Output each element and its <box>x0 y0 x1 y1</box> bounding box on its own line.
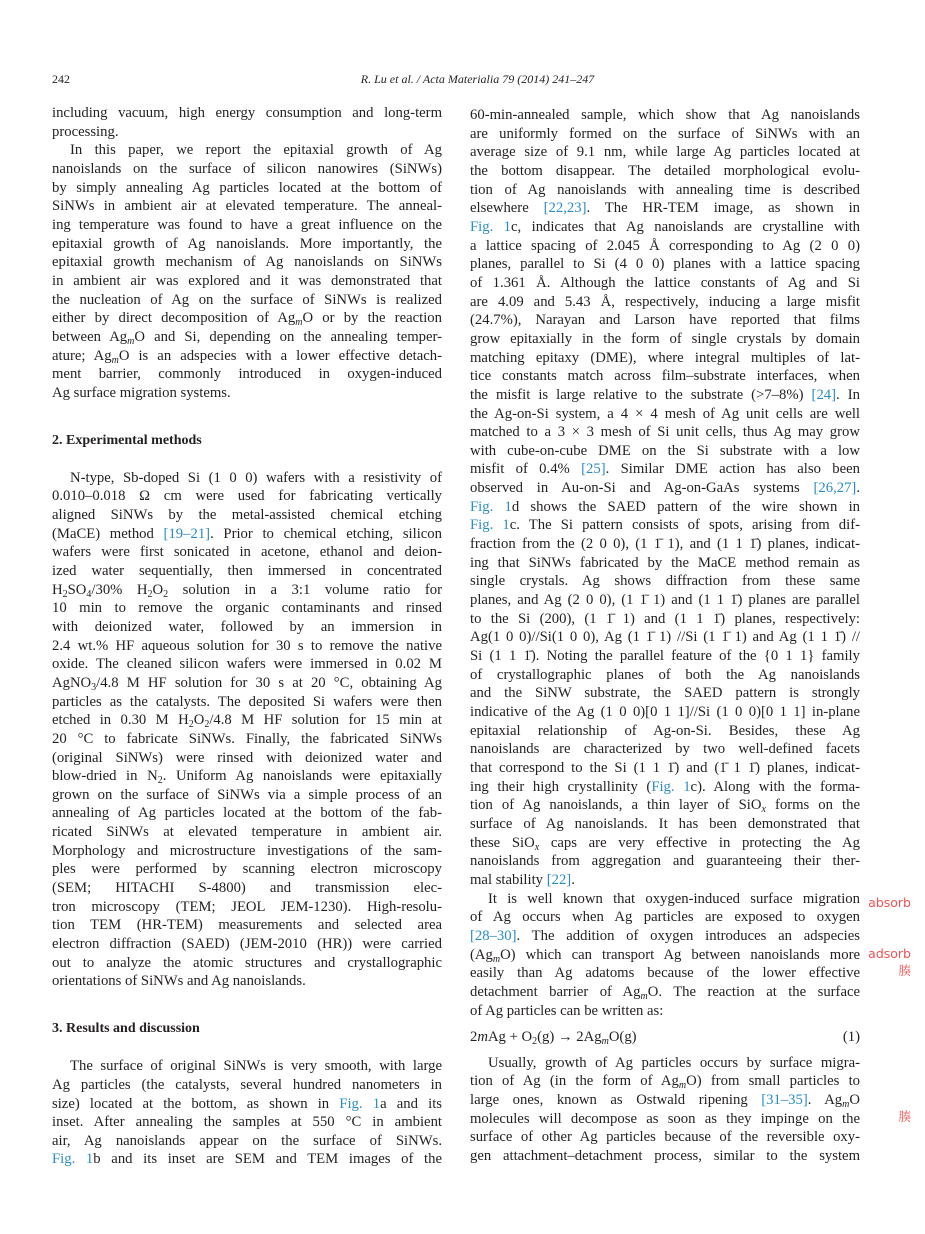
text-line <box>470 1128 860 1147</box>
text-run: matching epitaxy (DME), where integral multiples of lat- <box>470 349 860 366</box>
margin-annotation: adsorb <box>868 946 911 961</box>
text-run: orientations of SiNWs and Ag nanoislands. <box>52 973 306 990</box>
text-line <box>52 599 442 618</box>
text-run: (MaCE) method <box>52 525 164 542</box>
text-line <box>470 796 860 815</box>
text-run: SO <box>67 581 87 598</box>
text-run: O <box>152 581 164 598</box>
text-line <box>52 253 442 272</box>
equation-expression <box>470 1028 637 1047</box>
text-run: ricated SiNWs at elevated temperature in ambient air. <box>52 824 442 841</box>
paragraph <box>52 469 442 991</box>
subscript: m <box>601 1035 609 1047</box>
text-run: in ambient air was explored and it was demonstrated that <box>52 272 442 289</box>
text-line <box>470 890 860 909</box>
text-run: ment barrier, commonly introduced in oxygen-induced <box>52 366 442 383</box>
text-line <box>470 349 860 368</box>
text-run: tion TEM (HR-TEM) measurements and selected area <box>52 917 442 934</box>
text-line <box>470 237 860 256</box>
text-line <box>52 898 442 917</box>
text-run: . The HR-TEM image, as shown in <box>586 200 860 217</box>
page-number: 242 <box>52 72 70 86</box>
text-run: large ones, known as Ostwald ripening <box>470 1092 762 1109</box>
left-column <box>52 104 442 1169</box>
text-line <box>470 1110 860 1129</box>
paragraph <box>470 106 860 890</box>
text-run: (g) → 2Ag <box>537 1028 602 1045</box>
text-run: observed in Au-on-Si and Ag-on-GaAs systems <box>470 480 814 497</box>
text-run: O(g) <box>608 1028 637 1045</box>
equation-number: (1) <box>842 1028 860 1045</box>
text-run: . The addition of oxygen introduces an adspecies <box>516 927 860 944</box>
text-run: O) which can transport Ag between nanoislands more <box>500 946 860 963</box>
reference-link[interactable]: [31–35] <box>761 1092 808 1109</box>
text-run: ing that SiNWs fabricated by the MaCE method remain as <box>470 554 860 571</box>
text-run: of Ag occurs when Ag particles are exposed to oxygen <box>470 909 860 926</box>
margin-annotation: absorb <box>868 895 911 910</box>
text-line <box>470 591 860 610</box>
text-line <box>470 703 860 722</box>
text-line <box>52 935 442 954</box>
text-line <box>52 1076 442 1095</box>
text-run: these SiO <box>470 834 535 851</box>
text-line <box>52 525 442 544</box>
text-line <box>470 516 860 535</box>
text-run: (SEM; HITACHI S-4800) and transmission elec- <box>52 880 442 897</box>
reference-link[interactable]: [22,23] <box>543 200 587 217</box>
text-run: nanoislands from aggregation and guaranteeing their ther- <box>470 853 860 870</box>
text-run: of crystallographic planes of both the Ag nanoislands <box>470 666 860 683</box>
text-line <box>52 309 442 328</box>
text-line <box>52 655 442 674</box>
text-run: The surface of original SiNWs is very smooth, with large <box>70 1058 442 1075</box>
text-line <box>470 498 860 517</box>
text-run: out to analyze the atomic structures and crystallographic <box>52 954 442 971</box>
text-line <box>52 1150 442 1169</box>
text-run: . <box>571 871 575 888</box>
subscript: m <box>111 354 119 366</box>
text-line <box>470 572 860 591</box>
text-run: grow epitaxially in the form of single crystals by domain <box>470 330 860 347</box>
reference-link[interactable]: Fig. 1 <box>339 1095 381 1112</box>
paragraph <box>470 1054 860 1166</box>
text-line <box>52 487 442 506</box>
text-line <box>52 786 442 805</box>
text-run: O is an adspecies with a lower effective detach- <box>118 347 442 364</box>
reference-link[interactable]: Fig. 1 <box>470 517 510 534</box>
text-run: detachment barrier of Ag <box>470 983 641 1000</box>
subscript: 2 <box>532 1035 538 1047</box>
running-title: R. Lu et al. / Acta Materialia 79 (2014) 241–247 <box>360 72 595 86</box>
subscript: m <box>295 317 303 329</box>
text-line <box>52 160 442 179</box>
text-run: gen attachment–detachment process, similar to the system <box>470 1148 860 1165</box>
text-line <box>470 946 860 965</box>
text-line <box>470 610 860 629</box>
text-line <box>470 554 860 573</box>
text-line <box>52 674 442 693</box>
text-run: nanoislands on the surface of silicon nanowires (SiNWs) <box>52 160 442 177</box>
text-run: 2 <box>470 1028 478 1045</box>
text-line <box>470 927 860 946</box>
text-run: ing temperature was found to have a great influence on the <box>52 216 442 233</box>
section-heading: 2. Experimental methods <box>52 432 202 448</box>
text-run: between Ag <box>52 328 128 345</box>
subscript: 2 <box>147 588 153 600</box>
text-run: planes, parallel to Si (4 0 0) planes with a lattice spacing <box>470 256 860 273</box>
text-line <box>52 711 442 730</box>
text-line <box>52 562 442 581</box>
text-run: 60-min-annealed sample, which show that Ag nanoislands <box>470 107 860 123</box>
text-line <box>52 860 442 879</box>
text-run: epitaxial growth of Ag nanoislands. More importantly, the <box>52 235 442 252</box>
text-line <box>470 628 860 647</box>
reference-link[interactable]: [26,27] <box>813 480 857 497</box>
text-run: caps are very effective in protecting the Ag <box>539 834 860 851</box>
text-run: are uniformly formed on the surface of SiNWs with an <box>470 125 860 142</box>
text-run: . In <box>836 386 860 403</box>
text-line <box>470 460 860 479</box>
text-run: /4.8 M HF solution for 30 s at 20 °C, obtaining Ag <box>96 674 442 691</box>
right-column <box>470 106 860 1166</box>
text-line <box>52 693 442 712</box>
text-run: 20 °C to fabricate SiNWs. Finally, the fabricated SiNWs <box>52 730 442 747</box>
paragraph <box>470 890 860 1021</box>
text-run: . Similar DME action has also been <box>605 461 860 478</box>
text-run: elsewhere <box>470 200 544 217</box>
text-run: tice constants match across film–substrate interfaces, when <box>470 368 860 385</box>
text-run: either by direct decomposition of Ag <box>52 310 296 327</box>
text-run: c. The Si pattern consists of spots, arising from dif- <box>509 517 860 534</box>
text-run: to the Si (200), (1 1̄ 1) and (1 1 1̄) planes, respectively: <box>470 610 860 627</box>
text-run: tion of Ag (in the form of Ag <box>470 1073 679 1090</box>
text-line <box>52 235 442 254</box>
text-line <box>470 405 860 424</box>
text-run: the nucleation of Ag on the surface of SiNWs is realized <box>52 291 442 308</box>
text-run: blow-dried in N <box>52 768 158 785</box>
text-run: ing their high crystallinity ( <box>470 778 652 795</box>
text-run: Usually, growth of Ag particles occurs by surface migra- <box>488 1054 860 1071</box>
equation <box>470 1028 860 1047</box>
text-run: inset. After annealing the samples at 550 °C in ambient <box>52 1114 442 1131</box>
text-run: average size of 9.1 nm, while large Ag particles located at <box>470 144 860 161</box>
text-line <box>52 749 442 768</box>
text-run: Ag particles (the catalysts, several hundred nanometers in <box>52 1076 442 1093</box>
text-line <box>470 125 860 144</box>
text-line <box>52 272 442 291</box>
text-line <box>470 647 860 666</box>
subscript: x <box>534 841 540 853</box>
text-run: b and its inset are SEM and TEM images of the <box>93 1151 442 1168</box>
reference-link[interactable]: [22] <box>546 871 572 888</box>
text-run: fraction from the (2 0 0), (1 1̄ 1), and (1 1 1̄) planes, indicat- <box>470 536 860 553</box>
text-run: . <box>856 480 860 497</box>
subscript: m <box>127 335 135 347</box>
text-line <box>470 255 860 274</box>
text-run: air, Ag nanoislands appear on the surface of SiNWs. <box>52 1132 442 1149</box>
text-run: tion of Ag nanoislands with annealing time is described <box>470 181 860 198</box>
text-run: oxide. The cleaned silicon wafers were immersed in 0.02 M <box>52 656 442 673</box>
text-line <box>470 535 860 554</box>
text-line <box>52 972 442 991</box>
text-run: with deionized water, followed by an immersion in <box>52 618 442 635</box>
subscript: 3 <box>91 681 97 693</box>
text-run: . Ag <box>807 1092 843 1109</box>
italic-text: m <box>477 1028 488 1045</box>
text-run: grown on the surface of SiNWs via a simple process of an <box>52 786 442 803</box>
text-line <box>52 197 442 216</box>
reference-link[interactable]: [25] <box>581 461 606 478</box>
text-run: and the SiNW substrate, the SAED pattern is strongly <box>470 685 860 702</box>
text-run: a lattice spacing of 2.045 Å corresponding to Ag (2 0 0) <box>470 237 860 254</box>
text-run: H <box>52 581 63 598</box>
subscript: 2 <box>62 588 68 600</box>
text-run: (Ag <box>470 946 493 963</box>
text-run: forms on the <box>765 797 860 814</box>
text-line <box>52 1095 442 1114</box>
text-run: the Ag-on-Si system, a 4 × 4 mesh of Ag unit cells are well <box>470 405 860 422</box>
text-line <box>52 347 442 366</box>
text-run: tion of Ag nanoislands, a thin layer of SiO <box>470 797 762 814</box>
text-line <box>470 684 860 703</box>
text-run: Morphology and microstructure investigations of the sam- <box>52 842 442 859</box>
text-run: O. The reaction at the surface <box>647 983 861 1000</box>
text-run: electron diffraction (SAED) (JEM-2010 (HR)) were carried <box>52 936 442 953</box>
text-run: of Ag particles can be written as: <box>470 1002 664 1019</box>
reference-link[interactable]: [24] <box>811 386 837 403</box>
text-run: including vacuum, high energy consumption and long-term <box>52 105 442 121</box>
text-line <box>470 983 860 1002</box>
text-line <box>52 1132 442 1151</box>
text-line <box>52 506 442 525</box>
text-run: etched in 0.30 M H <box>52 712 189 729</box>
text-line <box>470 423 860 442</box>
text-run: surface of Ag nanoislands. It has been demonstrated that <box>470 815 860 832</box>
text-run: a and its <box>380 1095 443 1112</box>
text-run: O <box>193 712 205 729</box>
text-line <box>470 293 860 312</box>
subscript: m <box>640 990 648 1002</box>
text-run: It is well known that oxygen-induced surface migration <box>488 890 860 907</box>
text-line <box>52 384 442 403</box>
text-run: the misfit is large relative to the substrate (>7–8%) <box>470 386 812 403</box>
text-run: /4.8 M HF solution for 15 min at <box>209 712 442 729</box>
text-run: ized water sequentially, then immersed in concentrated <box>52 562 442 579</box>
text-line <box>52 543 442 562</box>
text-line <box>52 879 442 898</box>
text-run: Ag(1 0 0)//Si(1 0 0), Ag (1 1̄ 1) //Si (1 1̄ 1) and Ag (1 1 1̄) // <box>470 629 860 646</box>
text-run: O) from small particles to <box>686 1073 860 1090</box>
text-run: single crystals. Ag shows diffraction from these same <box>470 573 860 590</box>
text-line <box>470 871 860 890</box>
text-run: are 4.09 and 5.43 Å, respectively, inducing a large misfit <box>470 293 860 310</box>
text-line <box>470 852 860 871</box>
text-line <box>470 815 860 834</box>
text-line <box>470 162 860 181</box>
text-run: 10 min to remove the organic contaminants and rinsed <box>52 600 442 617</box>
text-run: O and Si, depending on the annealing temper- <box>134 328 442 345</box>
text-line <box>470 1147 860 1166</box>
margin-annotation: 腠 <box>898 1109 911 1124</box>
text-run: wafers were first sonicated in acetone, ethanol and deion- <box>52 544 442 561</box>
text-line <box>470 908 860 927</box>
reference-link[interactable]: Fig. 1 <box>470 218 512 235</box>
text-run: O <box>849 1092 860 1109</box>
margin-annotation: 腠 <box>898 963 911 978</box>
text-run: N-type, Sb-doped Si (1 0 0) wafers with a resistivity of <box>70 469 442 486</box>
subscript: m <box>678 1080 687 1092</box>
text-line <box>52 842 442 861</box>
text-run: size) located at the bottom, as shown in <box>52 1095 340 1112</box>
text-run: . Prior to chemical etching, silicon <box>210 525 442 542</box>
text-run: molecules will decompose as soon as they impinge on the <box>470 1110 860 1127</box>
subscript: 2 <box>204 719 210 731</box>
reference-link[interactable]: [19–21] <box>163 525 211 542</box>
text-run: particles as the catalysts. The deposited Si wafers were then <box>52 693 442 710</box>
text-run: ples were performed by scanning electron microscopy <box>52 861 442 878</box>
paragraph <box>52 1057 442 1169</box>
text-run: nanoislands are characterized by two well-defined facets <box>470 741 860 758</box>
text-run: the bottom disappear. The detailed morphological evolu- <box>470 162 860 179</box>
text-line <box>470 311 860 330</box>
subscript: 2 <box>157 775 163 787</box>
text-line <box>52 104 442 123</box>
subscript: x <box>761 804 766 816</box>
text-line <box>470 1091 860 1110</box>
text-run: ature; Ag <box>52 347 112 364</box>
text-line <box>52 637 442 656</box>
text-line <box>52 730 442 749</box>
text-line <box>470 1054 860 1073</box>
subscript: 2 <box>188 719 194 731</box>
text-line <box>470 199 860 218</box>
text-run: d shows the SAED pattern of the wire shown in <box>511 498 860 515</box>
text-line <box>52 365 442 384</box>
text-run: . Uniform Ag nanoislands were epitaxially <box>162 768 442 785</box>
text-run: 2.4 wt.% HF aqueous solution for 30 s to remove the native <box>52 637 442 654</box>
text-run: annealing of Ag particles located at the bottom of the fab- <box>52 805 442 822</box>
text-line <box>470 479 860 498</box>
text-line <box>52 823 442 842</box>
text-line <box>470 778 860 797</box>
text-run: AgNO <box>52 674 92 691</box>
text-line <box>470 722 860 741</box>
text-line <box>52 179 442 198</box>
text-run: epitaxial relationship of Ag-on-Si. Besides, these Ag <box>470 722 860 739</box>
text-line <box>470 218 860 237</box>
text-line <box>470 964 860 983</box>
text-run: that correspond to the Si (1 1 1̄) and (1̄ 1 1̄) planes, indicat- <box>470 759 860 776</box>
text-line <box>470 143 860 162</box>
text-run: 0.010–0.018 Ω cm were used for fabricating vertically <box>52 488 442 505</box>
subscript: m <box>492 953 501 965</box>
text-run: matched to a 3 × 3 mesh of Si unit cells, thus Ag may grow <box>470 424 860 441</box>
text-line <box>52 141 442 160</box>
text-line <box>470 274 860 293</box>
text-run: misfit of 0.4% <box>470 461 582 478</box>
text-run: O or by the reaction <box>302 310 442 327</box>
text-run: tron microscopy (TEM; JEOL JEM-1230). High-resolu- <box>52 898 442 915</box>
reference-link[interactable]: Fig. 1 <box>52 1151 94 1168</box>
text-line <box>470 181 860 200</box>
text-line <box>470 386 860 405</box>
text-run: SiNWs in ambient air at elevated temperature. The anneal- <box>52 198 442 215</box>
subscript: m <box>842 1099 850 1111</box>
text-line <box>52 328 442 347</box>
text-line <box>52 581 442 600</box>
text-line <box>470 740 860 759</box>
text-line <box>52 291 442 310</box>
reference-link[interactable]: [28–30] <box>470 927 517 944</box>
reference-link[interactable]: Fig. 1 <box>470 498 512 515</box>
text-run: by simply annealing Ag particles located at the bottom of <box>52 179 442 196</box>
text-run: with cube-on-cube DME on the Si substrate with a low <box>470 442 860 459</box>
text-run: Ag surface migration systems. <box>52 384 231 401</box>
text-run: epitaxial growth mechanism of Ag nanoislands on SiNWs <box>52 254 442 271</box>
text-line <box>470 759 860 778</box>
subscript: 2 <box>163 588 169 600</box>
text-line <box>52 1113 442 1132</box>
paragraph <box>52 141 442 402</box>
text-line <box>470 1072 860 1091</box>
text-line <box>470 1002 860 1021</box>
text-run: aligned SiNWs by the metal-assisted chemical etching <box>52 506 442 523</box>
text-line <box>470 666 860 685</box>
text-line <box>470 834 860 853</box>
text-line <box>52 916 442 935</box>
paragraph <box>52 104 442 141</box>
text-run: solution in a 3:1 volume ratio for <box>168 581 442 598</box>
text-run: (original SiNWs) were rinsed with deionized water and <box>52 749 442 766</box>
text-run: surface of other Ag particles because of the reversible oxy- <box>470 1129 860 1146</box>
text-run: Ag + O <box>487 1028 533 1045</box>
section-heading: 3. Results and discussion <box>52 1021 200 1037</box>
text-line <box>470 330 860 349</box>
text-run: /30% H <box>91 581 148 598</box>
text-run: of 1.361 Å. Although the lattice constants of Ag and Si <box>470 274 860 291</box>
text-line <box>52 216 442 235</box>
text-line <box>52 767 442 786</box>
text-run: c, indicates that Ag nanoislands are crystalline with <box>511 218 861 235</box>
text-run: easily than Ag adatoms because of the lower effective <box>470 965 860 982</box>
text-run: In this paper, we report the epitaxial growth of Ag <box>70 142 442 159</box>
text-line <box>470 367 860 386</box>
text-line <box>52 1057 442 1076</box>
text-run: processing. <box>52 123 119 140</box>
text-run: c). Along with the forma- <box>690 778 861 795</box>
text-line <box>52 123 442 142</box>
text-run: Si (1 1 1̄). Noting the parallel feature of the {0 1 1} family <box>470 648 860 665</box>
text-line <box>470 442 860 461</box>
reference-link[interactable]: Fig. 1 <box>651 778 691 795</box>
text-run: indicative of the Ag (1 0 0)[0 1 1]//Si (1 0 0)[0 1 1] in-plane <box>470 704 860 720</box>
text-line <box>52 954 442 973</box>
subscript: 4 <box>86 588 92 600</box>
text-line <box>52 804 442 823</box>
text-line <box>52 618 442 637</box>
text-run: mal stability <box>470 871 547 888</box>
text-line <box>52 469 442 488</box>
text-run: planes, and Ag (2 0 0), (1 1̄ 1) and (1 1 1̄) planes are parallel <box>470 592 860 609</box>
text-run: (24.7%), Narayan and Larson have reported that films <box>470 312 860 329</box>
text-line <box>470 106 860 125</box>
